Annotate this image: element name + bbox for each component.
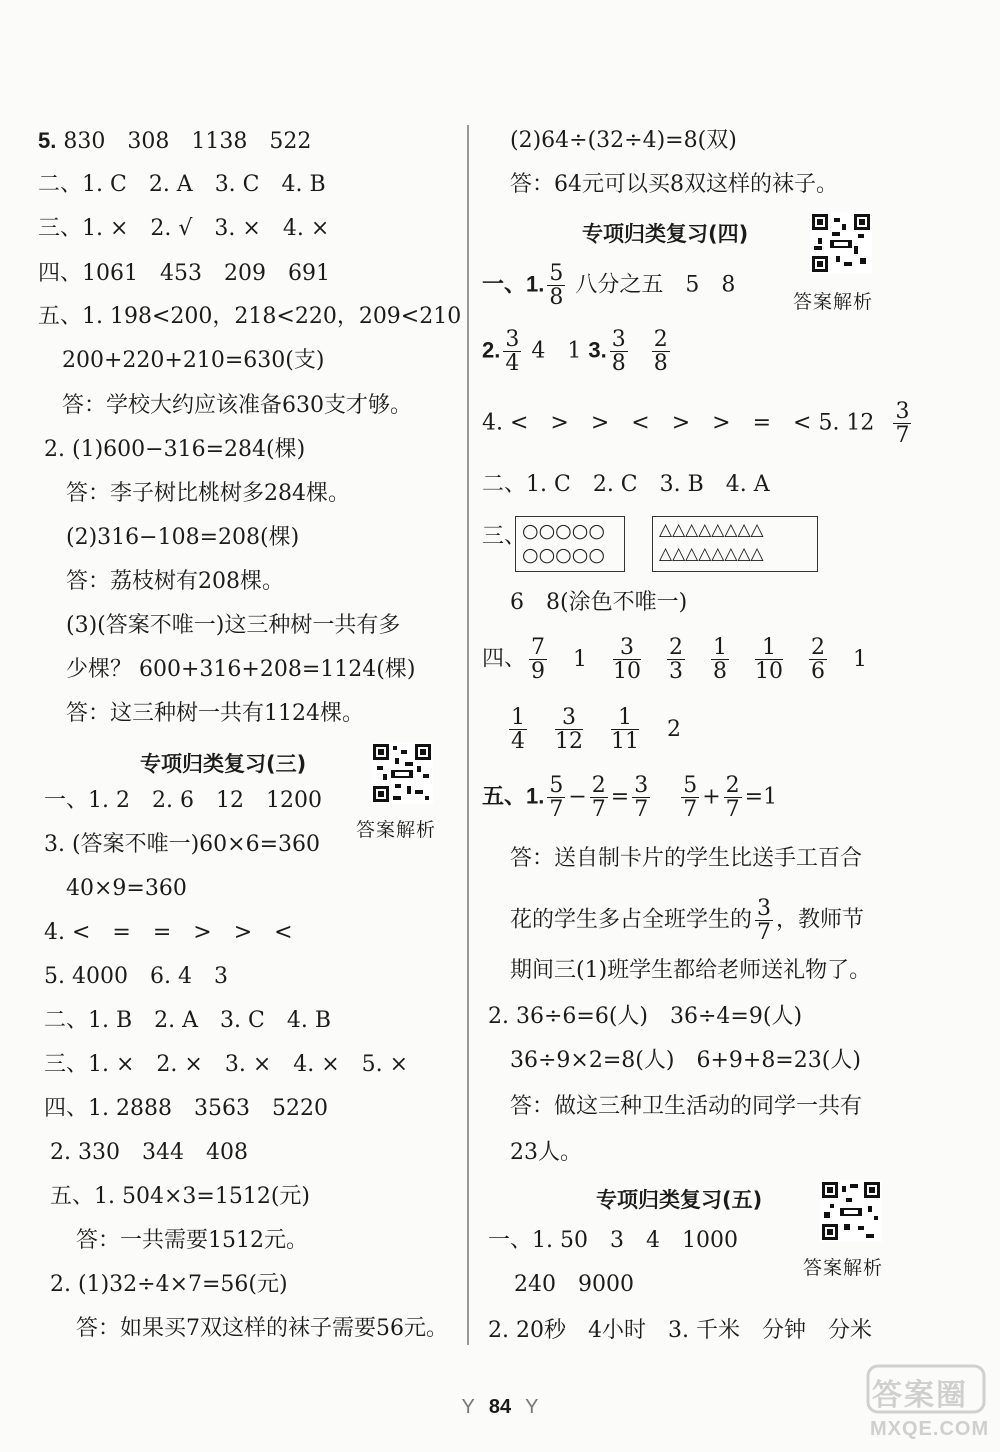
fraction: $\frac{3}{7}$ xyxy=(757,896,772,946)
fraction: $\frac{5}{8}$ xyxy=(549,261,564,311)
triangles-row: △△△△△△△△ xyxy=(659,544,764,564)
answer-line: 二、1. B 2. A 3. C 4. B xyxy=(44,1008,331,1033)
answer-line: 答：一共需要1512元。 xyxy=(76,1228,308,1253)
section-heading: 专项归类复习(四) xyxy=(582,222,749,246)
answer-line: 3. (答案不唯一)60×6=360 xyxy=(44,832,320,857)
answer-line: 2. $\frac{3}{4}$ 4 1 3. $\frac{3}{8}$ $\frac{2}{8}$ xyxy=(482,327,668,377)
circles-box xyxy=(515,516,625,572)
answer-line: 四、1061 453 209 691 xyxy=(38,261,330,286)
fraction: $\frac{2}{7}$ xyxy=(725,773,740,823)
answer-line: 36÷9×2=8(人) 6+9+8=23(人) xyxy=(510,1048,861,1073)
fraction: $\frac{1}{4}$ xyxy=(511,705,525,755)
qr-code[interactable] xyxy=(810,212,872,274)
section-heading: 专项归类复习(五) xyxy=(596,1188,763,1212)
leaf-icon: Y xyxy=(525,1396,539,1418)
section-heading: 专项归类复习(三) xyxy=(140,752,307,776)
answer-line: 一、1. 2 2. 6 12 1200 xyxy=(44,788,322,813)
circles-row: ○○○○○ xyxy=(522,520,605,542)
page-number: 84 xyxy=(488,1396,512,1418)
answer-line: $\frac{1}{4}$ $\frac{3}{12}$ $\frac{1}{11}$ 2 xyxy=(511,705,681,755)
fraction: $\frac{1}{8}$ xyxy=(713,635,728,685)
answer-line: 答：这三种树一共有1124棵。 xyxy=(66,701,364,726)
answer-line: 答：李子树比桃树多284棵。 xyxy=(66,481,350,506)
answer-line: 40×9=360 xyxy=(66,876,187,901)
answer-line: 三、1. × 2. √ 3. × 4. × xyxy=(38,216,330,241)
answer-line: 23人。 xyxy=(510,1140,582,1165)
answer-line: 二、1. C 2. C 3. B 4. A xyxy=(482,472,770,497)
watermark-logo xyxy=(862,1362,990,1446)
answer-line: 答：学校大约应该准备630支才够。 xyxy=(62,393,412,418)
triangles-box xyxy=(652,516,818,572)
watermark-url: MXQE.COM xyxy=(870,1418,990,1440)
fraction: $\frac{3}{12}$ xyxy=(555,705,583,755)
answer-line: (2)64÷(32÷4)=8(双) xyxy=(510,128,737,153)
fraction: $\frac{3}{10}$ xyxy=(613,635,642,685)
answer-line: 答：做这三种卫生活动的同学一共有 xyxy=(510,1094,863,1119)
qr-code[interactable] xyxy=(820,1180,882,1242)
answer-line: 三、1. × 2. × 3. × 4. × 5. × xyxy=(44,1052,409,1077)
answer-line: (3)(答案不唯一)这三种树一共有多 xyxy=(66,613,401,638)
answer-line: 四、1. 2888 3563 5220 xyxy=(44,1096,328,1121)
answer-line: 2. 330 344 408 xyxy=(50,1140,248,1165)
answer-line: 4. < = = > > < xyxy=(44,920,293,945)
answer-line: 4. < > > < > > = < 5. 12 $\frac{3}{7}$ xyxy=(482,399,910,449)
answer-line: 答：送自制卡片的学生比送手工百合 xyxy=(510,846,863,871)
fraction: $\frac{3}{4}$ xyxy=(505,327,520,377)
answer-line: 2. 20秒 4小时 3. 千米 分钟 分米 xyxy=(488,1318,872,1343)
answer-line: 四、 $\frac{7}{9}$ 1 $\frac{3}{10}$ $\frac{2}{3}$ $\frac{1}{8}$ $\frac{1}{10}$ $\frac{2}{6}$ 1 xyxy=(482,635,868,685)
answer-line: 答：64元可以买8双这样的袜子。 xyxy=(510,172,838,197)
answer-line: 200+220+210=630(支) xyxy=(62,348,325,373)
answer-line: 二、1. C 2. A 3. C 4. B xyxy=(38,172,326,197)
fraction: $\frac{5}{7}$ xyxy=(549,773,564,823)
answer-line: 2. (1)32÷4×7=56(元) xyxy=(50,1272,288,1297)
page-number-area xyxy=(0,1396,1000,1419)
answer-line: 240 9000 xyxy=(514,1272,634,1297)
fraction: $\frac{2}{7}$ xyxy=(591,773,606,823)
answer-line: 答：荔枝树有208棵。 xyxy=(66,569,284,594)
answer-line: 五、1. 198<200，218<220，209<210 xyxy=(38,304,462,329)
answer-line: 五、1. $\frac{5}{7}$ − $\frac{2}{7}$ = $\frac{3}{7}$ $\frac{5}{7}$ + $\frac{2}{7}$ =1 xyxy=(482,773,778,823)
answer-line: 答：如果买7双这样的袜子需要56元。 xyxy=(76,1316,448,1341)
answer-line: 2. (1)600−316=284(棵) xyxy=(44,437,306,462)
answer-line: 三、 xyxy=(482,524,527,549)
answer-line: 5. 830 308 1138 522 xyxy=(38,128,312,154)
answer-line: 一、1. $\frac{5}{8}$ 八分之五 5 8 xyxy=(482,261,736,311)
fraction: $\frac{2}{8}$ xyxy=(653,327,668,377)
qr-label: 答案解析 xyxy=(793,291,874,313)
watermark-text: 答案圈 xyxy=(872,1378,968,1413)
leaf-icon: Y xyxy=(461,1396,475,1418)
answer-line: 一、1. 50 3 4 1000 xyxy=(488,1228,738,1253)
answer-line: 5. 4000 6. 4 3 xyxy=(44,964,228,989)
qr-label: 答案解析 xyxy=(803,1257,884,1279)
fraction: $\frac{5}{7}$ xyxy=(683,773,698,823)
answer-line: 期间三(1)班学生都给老师送礼物了。 xyxy=(510,958,872,983)
qr-label: 答案解析 xyxy=(356,819,437,841)
fraction: $\frac{1}{11}$ xyxy=(611,705,639,755)
fraction: $\frac{1}{10}$ xyxy=(755,635,784,685)
answer-line: 少棵？ 600+316+208=1124(棵) xyxy=(66,657,416,682)
answer-line: 花的学生多占全班学生的 $\frac{3}{7}$ ，教师节 xyxy=(510,896,865,946)
triangles-row: △△△△△△△△ xyxy=(659,520,764,540)
fraction: $\frac{2}{6}$ xyxy=(811,635,826,685)
answer-line: 五、1. 504×3=1512(元) xyxy=(50,1184,310,1209)
qr-code[interactable] xyxy=(371,742,433,804)
fraction: $\frac{7}{9}$ xyxy=(531,635,546,685)
answer-line: 2. 36÷6=6(人) 36÷4=9(人) xyxy=(488,1004,803,1029)
fraction: $\frac{3}{7}$ xyxy=(895,399,910,449)
answer-line: (2)316−108=208(棵) xyxy=(66,525,300,550)
fraction: $\frac{3}{7}$ xyxy=(634,773,649,823)
fraction: $\frac{3}{8}$ xyxy=(611,327,626,377)
circles-row: ○○○○○ xyxy=(522,544,605,566)
answer-line: 6 8(涂色不唯一) xyxy=(510,590,688,615)
fraction: $\frac{2}{3}$ xyxy=(669,635,684,685)
column-divider xyxy=(467,125,469,1345)
